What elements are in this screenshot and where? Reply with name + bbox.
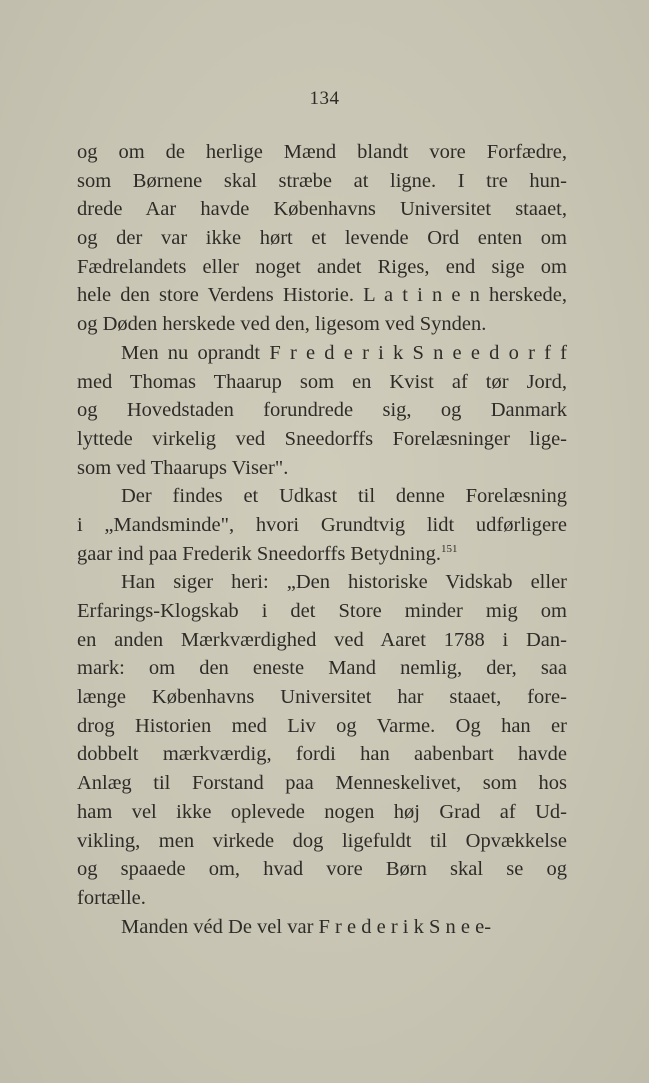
text-line [77,712,567,741]
text-line [77,482,567,511]
text-line-content: drede Aar havde Københavns Universitet staaet, [77,198,567,221]
text-line-content: vikling, men virkede dog ligefuldt til Opvækkelse [77,829,567,852]
text-line-content: i „Mandsminde", hvori Grundtvig lidt udførligere [77,513,567,536]
text-line [77,626,567,655]
text-line-content: længe Københavns Universitet har staaet, fore- [77,686,567,709]
text-line [77,339,567,368]
text-line-content: Der findes et Udkast til denne Forelæsning [121,485,567,508]
text-line-content: som ved Thaarups Viser". [77,456,289,479]
text-line [77,683,567,712]
text-line [77,798,567,827]
text-line-content: ham vel ikke oplevede nogen høj Grad af Ud- [77,800,567,823]
text-line-content: og Døden herskede ved den, ligesom ved Synden. [77,313,487,336]
text-line [77,913,567,942]
text-line [77,597,567,626]
text-line [77,855,567,884]
body-text [77,138,567,941]
text-line-content: hele den store Verdens Historie. L a t i n e n herskede, [77,284,567,307]
text-line-content: fortælle. [77,886,146,909]
text-line-content: og om de herlige Mænd blandt vore Forfædre, [77,141,567,163]
text-line-content: Fædrelandets eller noget andet Riges, end sige om [77,255,567,278]
text-line [77,827,567,856]
text-line [77,454,567,483]
text-line [77,740,567,769]
text-line [77,253,567,282]
text-line-content: lyttede virkelig ved Sneedorffs Forelæsninger lige- [77,427,567,450]
text-line-content: mark: om den eneste Mand nemlig, der, saa [77,657,567,680]
text-line [77,281,567,310]
text-line-content: Anlæg til Forstand paa Menneskelivet, som hos [77,772,567,795]
text-line [77,368,567,397]
text-line [77,654,567,683]
text-line [77,396,567,425]
text-line [77,195,567,224]
page-number: 134 [309,88,340,109]
text-line-content: som Børnene skal stræbe at ligne. I tre hun- [77,169,567,192]
text-line-content: Erfarings-Klogskab i det Store minder mig om [77,600,567,622]
text-line [77,511,567,540]
text-line-content: drog Historien med Liv og Varme. Og han er [77,714,567,737]
text-line-content: Manden véd De vel var F r e d e r i k S n e e- [121,915,492,938]
text-line [77,167,567,196]
text-line-content: dobbelt mærkværdig, fordi han aabenbart havde [77,743,567,766]
text-line [77,138,567,167]
text-line-content: Men nu oprandt F r e d e r i k S n e e d o r f f [121,341,567,364]
text-line [77,540,567,569]
text-line [77,769,567,798]
text-line-content: og Hovedstaden forundrede sig, og Danmark [77,399,567,422]
text-line-content: en anden Mærkværdighed ved Aaret 1788 i Dan- [77,628,567,651]
text-line [77,310,567,339]
text-line-content: med Thomas Thaarup som en Kvist af tør Jord, [77,370,567,393]
text-line [77,425,567,454]
text-line-content: gaar ind paa Frederik Sneedorffs Betydning. [77,542,441,565]
text-line-content: Han siger heri: „Den historiske Vidskab eller [121,571,567,594]
footnote-marker: 151 [440,542,458,555]
text-line-content: og spaaede om, hvad vore Børn skal se og [77,858,567,881]
text-line [77,568,567,597]
text-line [77,884,567,913]
text-line [77,224,567,253]
text-line-content: og der var ikke hørt et levende Ord enten om [77,227,567,250]
